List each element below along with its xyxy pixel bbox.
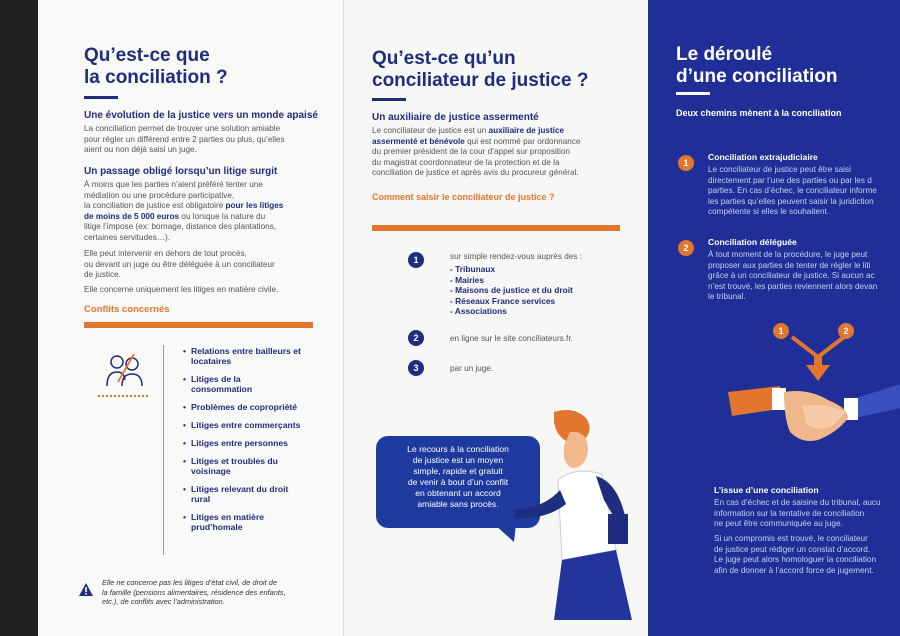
- panel3-title-line1: Le déroulé: [676, 44, 773, 65]
- panel3-subtitle: Deux chemins mènent à la conciliation: [676, 108, 842, 118]
- path-2-text: À tout moment de la procédure, le juge peut proposer aux parties de tenter de régler le liti grâce à un conciliateur de justice. Si aucun ac n’est trouvé, les parties reviennent alors devan le tribunal.: [708, 250, 878, 301]
- step-2-text: en ligne sur le site conciliateurs.fr.: [450, 334, 573, 343]
- list-item: • Litiges entre personnes: [183, 438, 303, 448]
- dotted-divider: [98, 395, 148, 397]
- panel1-title: [84, 45, 228, 89]
- title-underline: [84, 96, 118, 99]
- panel3-title-line2: d’une conciliation: [676, 66, 838, 87]
- panel3-title: [676, 44, 838, 88]
- panel-conciliation-process: [648, 0, 900, 636]
- merge-number-1: 1: [773, 323, 789, 339]
- step-number-1: 1: [408, 252, 424, 268]
- title-underline: [676, 92, 710, 95]
- path-number-2: 2: [678, 240, 694, 256]
- exclusion-note: Elle ne concerne pas les litiges d’état civil, de droit de la famille (pensions alimentaires, résidence des enfants, etc.), de conflits avec l’administration.: [102, 578, 286, 606]
- issue-text-1: En cas d’échec et de saisine du tribunal, aucu information sur la tentative de conciliation ne peut être communiquée au juge.: [714, 498, 881, 528]
- list-item: - Maisons de justice et du droit: [450, 285, 573, 295]
- merge-number-2: 2: [838, 323, 854, 339]
- panel-what-is-conciliation: [38, 0, 343, 636]
- step-number-2: 2: [408, 330, 424, 346]
- path-2-heading: Conciliation déléguée: [708, 237, 797, 247]
- conflicts-list: [183, 346, 303, 540]
- vertical-divider: [163, 345, 164, 555]
- step-1-list: [450, 264, 573, 317]
- title-underline: [372, 98, 406, 101]
- conciliator-person-icon: [514, 410, 644, 620]
- panel2-title-line1: Qu’est-ce qu’un: [372, 48, 516, 69]
- section-heading: Un passage obligé lorsqu’un litige surgit: [84, 166, 278, 177]
- issue-text-2: Si un compromis est trouvé, le conciliateur de justice peut rédiger un constat d’accord. Le juge peut alors homologuer la conciliation afin de donner à l’accord force de jugement.: [714, 534, 877, 575]
- section-text: À moins que les parties n’aient préféré tenter une médiation ou une procédure participative, la conciliation de justice est obligatoire pour les litiges de moins de 5 000 euros ou lorsque la nature du litige l’impose (ex: bornage, distance des plantations, certaines servitudes…).: [84, 180, 284, 242]
- path-1-heading: Conciliation extrajudiciaire: [708, 152, 818, 162]
- step-1-text: sur simple rendez-vous auprès des :: [450, 252, 582, 261]
- list-item: • Problèmes de copropriété: [183, 402, 303, 412]
- panel2-title-line2: conciliateur de justice ?: [372, 70, 589, 91]
- list-item: • Relations entre bailleurs et locataires: [183, 346, 303, 366]
- panel1-title-line1: Qu’est-ce que: [84, 45, 210, 66]
- orange-divider: [372, 225, 620, 231]
- handshake-icon: [728, 378, 900, 458]
- merge-arrow-icon: [788, 335, 848, 383]
- speech-bubble: Le recours à la conciliation de justice est un moyen simple, rapide et gratuit de venir à bout d’un conflit en obtenant un accord amiable sans procès.: [376, 436, 540, 528]
- list-item: - Associations: [450, 306, 507, 316]
- list-item: - Mairies: [450, 274, 484, 285]
- warning-icon: [78, 582, 94, 597]
- section-text: Le conciliateur de justice est un auxiliaire de justice assermenté et bénévole qui est nommé par ordonnance du premier président de la cour d’appel sur proposition du magistrat coordonnateur de la protection et de la conciliation de justice et après avis du procureur général.: [372, 126, 581, 177]
- list-item: - Réseaux France services: [450, 295, 556, 306]
- step-3-text: par un juge.: [450, 364, 494, 373]
- orange-divider: [84, 322, 313, 328]
- people-conflict-icon: [104, 352, 146, 388]
- list-item: • Litiges entre commerçants: [183, 420, 303, 430]
- section-text: Elle peut intervenir en dehors de tout procès, ou devant un juge ou être déléguée à un conciliateur de justice.: [84, 249, 275, 279]
- conflicts-heading: Conflits concernés: [84, 304, 170, 315]
- section-text: La conciliation permet de trouver une solution amiable pour régler un différend entre 2 parties ou plus, qu’elles aient ou non déjà saisi un juge.: [84, 124, 285, 154]
- list-item: - Tribunaux: [450, 264, 496, 274]
- panel1-title-line2: la conciliation ?: [84, 67, 228, 88]
- list-item: • Litiges relevant du droit rural: [183, 484, 303, 504]
- panel2-title: [372, 48, 588, 92]
- panel-what-is-conciliator: [343, 0, 648, 636]
- list-item: • Litiges et troubles du voisinage: [183, 456, 303, 476]
- section-text: Elle concerne uniquement les litiges en matière civile.: [84, 285, 279, 294]
- path-number-1: 1: [678, 155, 694, 171]
- path-1-text: Le conciliateur de justice peut être saisi directement par l’une des parties ou par les d parties. En cas d’échec, le conciliateur informe les parties qu’elles peuvent saisir la juridiction compétente si elles le souhaitent.: [708, 165, 877, 216]
- section-heading: Une évolution de la justice vers un monde apaisé: [84, 110, 318, 121]
- list-item: • Litiges de la consommation: [183, 374, 303, 394]
- how-heading: Comment saisir le conciliateur de justice ?: [372, 192, 555, 202]
- section-heading: Un auxiliaire de justice assermenté: [372, 112, 539, 123]
- issue-heading: L’issue d’une conciliation: [714, 485, 819, 495]
- list-item: • Litiges en matière prud’homale: [183, 512, 303, 532]
- step-number-3: 3: [408, 360, 424, 376]
